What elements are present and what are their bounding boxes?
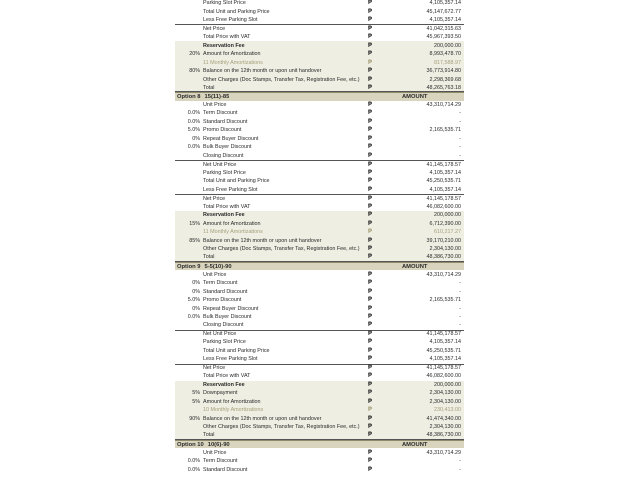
row-label: Balance on the 12th month or upon unit handover — [203, 237, 322, 244]
row-label: Other Charges (Doc Stamps, Transfer Tax, Registration Fee, etc.) — [203, 76, 360, 83]
row-label: Total Unit and Parking Price — [203, 178, 270, 185]
row-label: Other Charges (Doc Stamps, Transfer Tax, Registration Fee, etc.) — [203, 424, 360, 431]
row-value: 46,082,600.00 — [426, 373, 461, 380]
table-row — [175, 304, 464, 312]
table-row — [175, 41, 464, 49]
table-row — [175, 313, 464, 321]
row-percent: 5.0% — [187, 297, 200, 304]
table-row — [175, 211, 464, 219]
table-row — [175, 381, 464, 389]
peso-icon: ₱ — [368, 373, 373, 380]
row-value: 41,145,178.57 — [426, 161, 461, 168]
table-row — [175, 16, 464, 24]
row-percent: 0% — [192, 288, 200, 295]
row-value: 200,000.00 — [434, 42, 461, 49]
row-value: 2,304,130.00 — [429, 246, 461, 253]
row-label: Total Price with VAT — [203, 34, 251, 41]
row-label: Term Discount — [203, 110, 238, 117]
table-row — [175, 296, 464, 304]
row-value: 41,145,178.57 — [426, 331, 461, 338]
row-label: Bulk Buyer Discount — [203, 144, 252, 151]
peso-icon: ₱ — [368, 347, 373, 354]
table-row — [175, 177, 464, 185]
row-percent: 0.0% — [187, 313, 200, 320]
row-label: Total Unit and Parking Price — [203, 8, 270, 15]
peso-icon: ₱ — [368, 152, 373, 159]
row-value: 48,265,763.18 — [426, 84, 461, 91]
row-value: - — [459, 466, 461, 473]
row-percent: 85% — [189, 237, 200, 244]
row-label: Unit Price — [203, 101, 227, 108]
row-label: Other Charges (Doc Stamps, Transfer Tax, Registration Fee, etc.) — [203, 246, 360, 253]
peso-icon: ₱ — [368, 407, 373, 414]
row-value: - — [459, 280, 461, 287]
row-label: Total — [203, 254, 215, 261]
row-value: 4,105,357.14 — [429, 0, 461, 7]
table-row — [175, 50, 464, 58]
table-row — [175, 372, 464, 380]
table-row — [175, 135, 464, 143]
row-value: 41,042,315.63 — [426, 26, 461, 33]
row-percent: 0.0% — [187, 458, 200, 465]
peso-icon: ₱ — [368, 178, 373, 185]
row-value: 2,298,369.68 — [429, 76, 461, 83]
row-label: Closing Discount — [203, 322, 244, 329]
row-label: Less Free Parking Slot — [203, 17, 258, 24]
row-value: - — [459, 458, 461, 465]
row-value: 4,105,357.14 — [429, 169, 461, 176]
peso-icon: ₱ — [368, 84, 373, 91]
peso-icon: ₱ — [368, 381, 373, 388]
row-percent: 15% — [189, 220, 200, 227]
peso-icon: ₱ — [368, 305, 373, 312]
table-row — [175, 109, 464, 117]
peso-icon: ₱ — [368, 246, 373, 253]
table-row — [175, 67, 464, 75]
table-row — [175, 355, 464, 363]
peso-icon: ₱ — [368, 415, 373, 422]
row-label: Total — [203, 432, 215, 439]
table-row — [175, 457, 464, 465]
row-value: 2,165,535.71 — [429, 127, 461, 134]
row-label: Unit Price — [203, 271, 227, 278]
row-label: Net Price — [203, 26, 226, 33]
row-label: Parking Slot Price — [203, 339, 246, 346]
peso-icon: ₱ — [368, 220, 373, 227]
row-value: 2,304,130.00 — [429, 390, 461, 397]
table-row — [175, 253, 464, 261]
row-value: - — [459, 144, 461, 151]
table-row — [175, 321, 464, 329]
row-label: Less Free Parking Slot — [203, 186, 258, 193]
row-label: Repeat Buyer Discount — [203, 135, 259, 142]
row-label: Net Price — [203, 365, 226, 372]
peso-icon: ₱ — [368, 127, 373, 134]
table-row — [175, 279, 464, 287]
row-label: Balance on the 12th month or upon unit handover — [203, 415, 322, 422]
option-title: Option 9 — [177, 263, 201, 270]
table-row — [175, 398, 464, 406]
peso-icon: ₱ — [368, 51, 373, 58]
row-value: 4,105,357.14 — [429, 17, 461, 24]
row-value: 817,588.97 — [434, 59, 461, 66]
table-row — [175, 169, 464, 177]
option-code: 5-5(10)-90 — [204, 263, 232, 270]
peso-icon: ₱ — [368, 288, 373, 295]
option-title: Option 8 — [177, 94, 201, 100]
table-row — [175, 152, 464, 160]
row-label: 10 Monthly Amortizations — [203, 407, 264, 414]
row-label: Total Unit and Parking Price — [203, 347, 270, 354]
amount-header: AMOUNT — [402, 263, 428, 270]
table-row — [175, 118, 464, 126]
peso-icon: ₱ — [368, 110, 373, 117]
row-value: 48,386,730.00 — [426, 254, 461, 261]
row-value: 2,304,130.00 — [429, 398, 461, 405]
row-value: 41,145,178.57 — [426, 195, 461, 202]
row-value: - — [459, 135, 461, 142]
row-value: - — [459, 110, 461, 117]
row-label: Total Price with VAT — [203, 373, 251, 380]
row-value: - — [459, 322, 461, 329]
table-row — [175, 228, 464, 236]
row-label: Standard Discount — [203, 118, 248, 125]
peso-icon: ₱ — [368, 449, 373, 456]
row-percent: 5% — [192, 398, 200, 405]
row-label: Total Price with VAT — [203, 203, 251, 210]
row-percent: 0% — [192, 280, 200, 287]
peso-icon: ₱ — [368, 26, 373, 33]
row-label: Less Free Parking Slot — [203, 356, 258, 363]
row-value: 39,170,210.00 — [426, 237, 461, 244]
row-value: - — [459, 305, 461, 312]
row-label: Term Discount — [203, 280, 238, 287]
row-label: Reservation Fee — [203, 381, 245, 388]
row-value: 43,310,714.29 — [426, 449, 461, 456]
row-label: Total — [203, 84, 215, 91]
peso-icon: ₱ — [368, 0, 373, 7]
row-value: 45,250,535.71 — [426, 178, 461, 185]
table-row — [175, 186, 464, 194]
row-label: Downpayment — [203, 390, 238, 397]
row-label: Unit Price — [203, 449, 227, 456]
peso-icon: ₱ — [368, 59, 373, 66]
row-value: 48,386,730.00 — [426, 432, 461, 439]
row-label: Repeat Buyer Discount — [203, 305, 259, 312]
row-label: Reservation Fee — [203, 212, 245, 219]
row-label: Term Discount — [203, 458, 238, 465]
table-row — [175, 364, 464, 372]
peso-icon: ₱ — [368, 237, 373, 244]
table-row — [175, 7, 464, 15]
table-row — [175, 194, 464, 202]
peso-icon: ₱ — [368, 101, 373, 108]
peso-icon: ₱ — [368, 322, 373, 329]
row-label: Promo Discount — [203, 127, 242, 134]
table-row — [175, 75, 464, 83]
row-label: Parking Slot Price — [203, 169, 246, 176]
row-label: Amount for Amortization — [203, 51, 261, 58]
row-label: Balance on the 12th month or upon unit handover — [203, 68, 322, 75]
peso-icon: ₱ — [368, 280, 373, 287]
peso-icon: ₱ — [368, 161, 373, 168]
peso-icon: ₱ — [368, 34, 373, 41]
table-row — [175, 415, 464, 423]
row-label: Bulk Buyer Discount — [203, 313, 252, 320]
table-row — [175, 24, 464, 32]
row-value: 2,165,535.71 — [429, 297, 461, 304]
table-row — [175, 143, 464, 151]
amount-header: AMOUNT — [402, 441, 428, 448]
table-row — [175, 338, 464, 346]
peso-icon: ₱ — [368, 458, 373, 465]
row-value: - — [459, 152, 461, 159]
row-percent: 0.0% — [187, 466, 200, 473]
peso-icon: ₱ — [368, 432, 373, 439]
peso-icon: ₱ — [368, 68, 373, 75]
row-label: Amount for Amortization — [203, 398, 261, 405]
row-percent: 0.0% — [187, 110, 200, 117]
row-value: 230,413.00 — [434, 407, 461, 414]
peso-icon: ₱ — [368, 313, 373, 320]
row-value: 45,250,535.71 — [426, 347, 461, 354]
peso-icon: ₱ — [368, 365, 373, 372]
peso-icon: ₱ — [368, 42, 373, 49]
option-title: Option 10 — [177, 441, 204, 448]
row-value: 4,105,357.14 — [429, 186, 461, 193]
peso-icon: ₱ — [368, 339, 373, 346]
table-row — [175, 160, 464, 168]
table-row — [175, 448, 464, 456]
row-label: Promo Discount — [203, 297, 242, 304]
table-row — [175, 126, 464, 134]
row-label: Net Unit Price — [203, 331, 237, 338]
option-header — [175, 92, 464, 100]
row-value: 46,082,600.00 — [426, 203, 461, 210]
row-value: 45,147,672.77 — [426, 8, 461, 15]
row-value: 610,217.27 — [434, 229, 461, 236]
row-value: 8,993,478.70 — [429, 51, 461, 58]
peso-icon: ₱ — [368, 424, 373, 431]
row-label: Standard Discount — [203, 466, 248, 473]
peso-icon: ₱ — [368, 212, 373, 219]
row-value: 45,967,393.50 — [426, 34, 461, 41]
row-percent: 90% — [189, 415, 200, 422]
table-row — [175, 58, 464, 66]
peso-icon: ₱ — [368, 297, 373, 304]
row-value: - — [459, 118, 461, 125]
peso-icon: ₱ — [368, 229, 373, 236]
row-value: - — [459, 313, 461, 320]
peso-icon: ₱ — [368, 254, 373, 261]
peso-icon: ₱ — [368, 390, 373, 397]
row-percent: 0% — [192, 135, 200, 142]
row-percent: 0.0% — [187, 118, 200, 125]
table-row — [175, 236, 464, 244]
peso-icon: ₱ — [368, 466, 373, 473]
row-label: 11 Monthly Amortizations — [203, 229, 263, 236]
table-row — [175, 84, 464, 92]
row-label: Parking Slot Price — [203, 0, 246, 7]
row-value: 200,000.00 — [434, 212, 461, 219]
table-row — [175, 287, 464, 295]
row-label: 11 Monthly Amortizations — [203, 59, 263, 66]
row-percent: 0.0% — [187, 144, 200, 151]
row-percent: 5% — [192, 390, 200, 397]
peso-icon: ₱ — [368, 144, 373, 151]
peso-icon: ₱ — [368, 76, 373, 83]
table-row — [175, 33, 464, 41]
peso-icon: ₱ — [368, 398, 373, 405]
peso-icon: ₱ — [368, 17, 373, 24]
table-row — [175, 406, 464, 414]
row-percent: 80% — [189, 68, 200, 75]
option-header — [175, 440, 464, 448]
row-label: Net Price — [203, 195, 226, 202]
peso-icon: ₱ — [368, 271, 373, 278]
peso-icon: ₱ — [368, 8, 373, 15]
row-value: 200,000.00 — [434, 381, 461, 388]
peso-icon: ₱ — [368, 169, 373, 176]
row-value: 4,105,357.14 — [429, 356, 461, 363]
peso-icon: ₱ — [368, 118, 373, 125]
option-code: 15(11)-85 — [204, 94, 230, 100]
row-percent: 0% — [192, 305, 200, 312]
table-row — [175, 389, 464, 397]
row-label: Standard Discount — [203, 288, 248, 295]
row-label: Net Unit Price — [203, 161, 237, 168]
table-row — [175, 101, 464, 109]
table-row — [175, 219, 464, 227]
table-row — [175, 245, 464, 253]
row-value: 41,474,340.00 — [426, 415, 461, 422]
table-row — [175, 431, 464, 439]
row-value: 6,712,390.00 — [429, 220, 461, 227]
peso-icon: ₱ — [368, 186, 373, 193]
peso-icon: ₱ — [368, 356, 373, 363]
row-value: 43,310,714.29 — [426, 101, 461, 108]
peso-icon: ₱ — [368, 331, 373, 338]
peso-icon: ₱ — [368, 135, 373, 142]
amount-header: AMOUNT — [402, 94, 428, 100]
row-label: Closing Discount — [203, 152, 244, 159]
peso-icon: ₱ — [368, 203, 373, 210]
table-row — [175, 270, 464, 278]
row-value: 41,145,178.57 — [426, 365, 461, 372]
row-label: Reservation Fee — [203, 42, 245, 49]
row-percent: 5.0% — [187, 127, 200, 134]
table-row — [175, 423, 464, 431]
row-percent: 20% — [189, 51, 200, 58]
row-label: Amount for Amortization — [203, 220, 261, 227]
row-value: 36,773,914.80 — [426, 68, 461, 75]
row-value: 4,105,357.14 — [429, 339, 461, 346]
peso-icon: ₱ — [368, 195, 373, 202]
row-value: 43,310,714.29 — [426, 271, 461, 278]
table-row — [175, 203, 464, 211]
option-header — [175, 262, 464, 270]
table-row — [175, 347, 464, 355]
table-row — [175, 330, 464, 338]
table-row — [175, 0, 464, 7]
table-row — [175, 465, 464, 473]
option-code: 10(6)-90 — [207, 441, 230, 448]
row-value: - — [459, 288, 461, 295]
row-value: 2,304,130.00 — [429, 424, 461, 431]
